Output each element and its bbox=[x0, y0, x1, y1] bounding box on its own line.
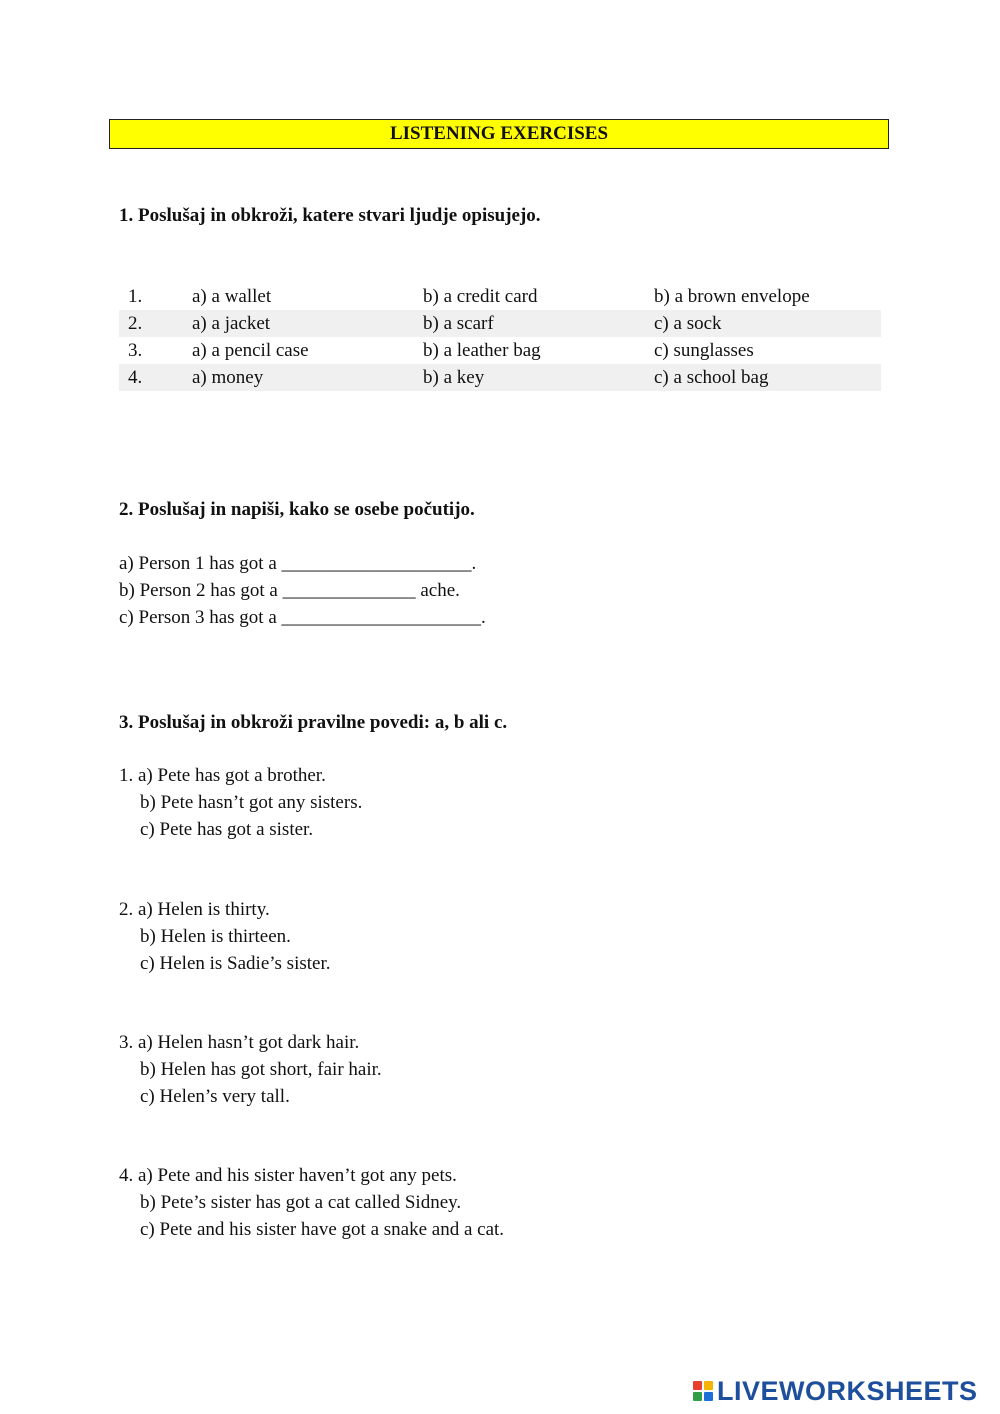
question-2 bbox=[119, 896, 331, 977]
question-option-c: c) Pete has got a sister. bbox=[140, 819, 314, 840]
option-a: a) a pencil case bbox=[192, 339, 309, 361]
option-b: b) a credit card bbox=[423, 285, 538, 307]
question-option-b: b) Helen is thirteen. bbox=[140, 926, 291, 947]
option-b: b) a key bbox=[423, 364, 654, 391]
question-4 bbox=[119, 1162, 504, 1243]
option-a: a) a wallet bbox=[192, 285, 272, 307]
question-option-a: 1. a) Pete has got a brother. bbox=[119, 765, 326, 786]
question-3 bbox=[119, 1029, 382, 1110]
option-a: a) money bbox=[192, 364, 423, 391]
logo-square-red bbox=[693, 1381, 702, 1390]
section-3-heading: 3. Poslušaj in obkroži pravilne povedi: a, b ali c. bbox=[119, 712, 508, 733]
fill-in-block bbox=[119, 550, 486, 631]
logo-square-yellow bbox=[704, 1381, 713, 1390]
table-row bbox=[119, 310, 881, 337]
page-title: LISTENING EXERCISES bbox=[389, 123, 609, 144]
row-number: 4. bbox=[119, 364, 192, 391]
option-b: b) a scarf bbox=[423, 310, 654, 337]
question-option-a: 3. a) Helen hasn’t got dark hair. bbox=[119, 1032, 360, 1053]
option-c: c) sunglasses bbox=[654, 339, 754, 361]
question-option-b: b) Helen has got short, fair hair. bbox=[140, 1059, 382, 1080]
row-number: 2. bbox=[119, 310, 192, 337]
logo-text: LIVEWORKSHEETS bbox=[717, 1375, 978, 1406]
fill-in-line: c) Person 3 has got a _____________________. bbox=[119, 607, 486, 628]
question-option-c: c) Helen’s very tall. bbox=[140, 1086, 290, 1107]
fill-in-line: b) Person 2 has got a ______________ ache. bbox=[119, 580, 460, 601]
row-number: 1. bbox=[128, 285, 143, 307]
table-row bbox=[119, 337, 881, 364]
table-row bbox=[119, 283, 881, 310]
row-number: 3. bbox=[128, 339, 143, 361]
question-option-c: c) Helen is Sadie’s sister. bbox=[140, 953, 331, 974]
option-a: a) a jacket bbox=[192, 310, 423, 337]
section-1-heading: 1. Poslušaj in obkroži, katere stvari ljudje opisujejo. bbox=[119, 205, 541, 226]
choice-table bbox=[119, 283, 881, 391]
question-option-b: b) Pete hasn’t got any sisters. bbox=[140, 792, 363, 813]
logo-grid-icon bbox=[693, 1381, 713, 1401]
question-option-a: 4. a) Pete and his sister haven’t got any pets. bbox=[119, 1165, 457, 1186]
option-c: b) a brown envelope bbox=[654, 285, 810, 307]
logo-square-green bbox=[693, 1392, 702, 1401]
title-bar bbox=[109, 119, 889, 149]
question-option-b: b) Pete’s sister has got a cat called Sidney. bbox=[140, 1192, 462, 1213]
option-b: b) a leather bag bbox=[423, 339, 541, 361]
question-1 bbox=[119, 762, 362, 843]
question-option-a: 2. a) Helen is thirty. bbox=[119, 899, 270, 920]
option-c: c) a sock bbox=[654, 310, 881, 337]
liveworksheets-logo bbox=[693, 1376, 978, 1406]
table-row bbox=[119, 364, 881, 391]
fill-in-line: a) Person 1 has got a ____________________. bbox=[119, 553, 477, 574]
option-c: c) a school bag bbox=[654, 364, 881, 391]
question-option-c: c) Pete and his sister have got a snake and a cat. bbox=[140, 1219, 505, 1240]
logo-square-blue bbox=[704, 1392, 713, 1401]
section-2-heading: 2. Poslušaj in napiši, kako se osebe počutijo. bbox=[119, 499, 475, 520]
